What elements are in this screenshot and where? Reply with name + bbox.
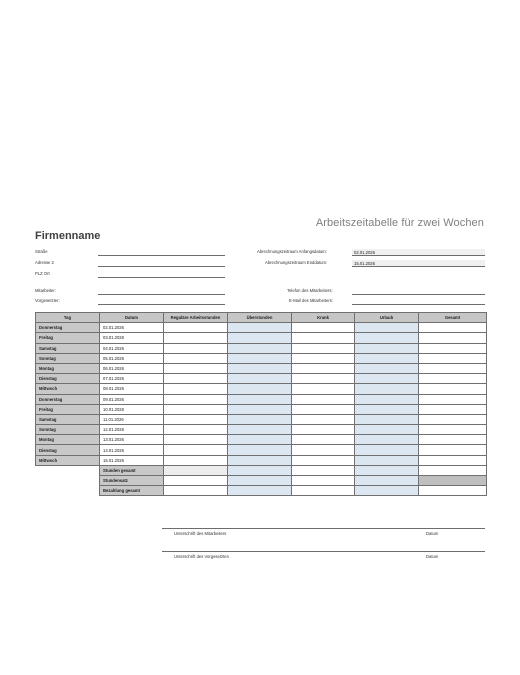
employee-field[interactable] <box>98 294 225 295</box>
hours-cell[interactable] <box>419 425 487 435</box>
hours-cell[interactable] <box>419 414 487 424</box>
summary-label: Bezahlung gesamt <box>100 486 164 496</box>
hours-cell[interactable] <box>228 435 292 445</box>
summary-row <box>36 465 487 475</box>
day-cell: Freitag <box>36 404 100 414</box>
table-row <box>36 455 487 465</box>
supervisor-signature-label: Unterschrift des Vorgesetzten <box>174 554 229 559</box>
hours-cell[interactable] <box>292 445 355 455</box>
day-cell: Dienstag <box>36 445 100 455</box>
document-title: Arbeitszeitabelle für zwei Wochen <box>315 217 484 229</box>
hours-cell[interactable] <box>355 455 419 465</box>
hours-cell[interactable] <box>164 323 228 333</box>
hours-cell[interactable] <box>355 363 419 373</box>
summary-value-cell[interactable] <box>228 486 292 496</box>
hours-cell[interactable] <box>419 323 487 333</box>
date-cell: 11.01.2026 <box>100 414 164 424</box>
hours-cell[interactable] <box>228 353 292 363</box>
hours-cell[interactable] <box>355 353 419 363</box>
zip-label: PLZ Ort <box>35 271 50 276</box>
company-name: Firmenname <box>35 230 101 242</box>
hours-cell[interactable] <box>419 353 487 363</box>
employee-date-label: Datum <box>426 531 439 536</box>
hours-cell[interactable] <box>228 394 292 404</box>
hours-cell[interactable] <box>292 343 355 353</box>
summary-value-cell[interactable] <box>419 486 487 496</box>
date-cell: 08.01.2026 <box>100 384 164 394</box>
table-row <box>36 404 487 414</box>
hours-cell[interactable] <box>228 414 292 424</box>
column-header: Krank <box>292 313 355 323</box>
date-cell: 10.01.2026 <box>100 404 164 414</box>
hours-cell[interactable] <box>292 353 355 363</box>
date-cell: 12.01.2026 <box>100 425 164 435</box>
date-cell: 07.01.2026 <box>100 374 164 384</box>
day-cell: Mittwoch <box>36 384 100 394</box>
day-cell: Dienstag <box>36 374 100 384</box>
employee-signature-label: Unterschrift des Mitarbeiters <box>174 531 227 536</box>
day-cell: Samstag <box>36 343 100 353</box>
hours-cell[interactable] <box>419 455 487 465</box>
column-header: Urlaub <box>355 313 419 323</box>
day-cell: Mittwoch <box>36 455 100 465</box>
hours-cell[interactable] <box>228 374 292 384</box>
hours-cell[interactable] <box>292 323 355 333</box>
hours-cell[interactable] <box>419 363 487 373</box>
hours-cell[interactable] <box>228 404 292 414</box>
hours-cell[interactable] <box>355 435 419 445</box>
table-row <box>36 394 487 404</box>
table-row <box>36 374 487 384</box>
hours-cell[interactable] <box>228 343 292 353</box>
summary-row <box>36 476 487 486</box>
hours-cell[interactable] <box>164 445 228 455</box>
employee-label: Mitarbeiter: <box>35 288 56 293</box>
hours-cell[interactable] <box>355 404 419 414</box>
timesheet-table <box>35 312 487 496</box>
summary-value-cell[interactable] <box>355 486 419 496</box>
hours-cell[interactable] <box>419 435 487 445</box>
date-cell: 03.01.2026 <box>100 333 164 343</box>
spacer-cell <box>36 476 100 486</box>
hours-cell[interactable] <box>292 374 355 384</box>
period-end-label: Abrechnungszeitraum Enddatum: <box>265 260 328 265</box>
column-header: Tag <box>36 313 100 323</box>
table-row <box>36 333 487 343</box>
date-cell: 02.01.2026 <box>100 323 164 333</box>
phone-field[interactable] <box>352 294 485 295</box>
hours-cell[interactable] <box>228 363 292 373</box>
hours-cell[interactable] <box>355 374 419 384</box>
column-header: Reguläre Arbeitsstunden <box>164 313 228 323</box>
table-row <box>36 414 487 424</box>
summary-value-cell[interactable] <box>419 465 487 475</box>
hours-cell[interactable] <box>228 384 292 394</box>
hours-cell[interactable] <box>419 445 487 455</box>
hours-cell[interactable] <box>228 455 292 465</box>
summary-value-cell[interactable] <box>292 486 355 496</box>
period-start-label: Abrechnungszeitraum Anfangsdatum: <box>257 249 327 254</box>
hours-cell[interactable] <box>355 414 419 424</box>
hours-cell[interactable] <box>419 404 487 414</box>
day-cell: Samstag <box>36 414 100 424</box>
hours-cell[interactable] <box>419 333 487 343</box>
summary-label: Stundensatz <box>100 476 164 486</box>
day-cell: Donnerstag <box>36 394 100 404</box>
summary-value-cell[interactable] <box>292 476 355 486</box>
hours-cell[interactable] <box>292 455 355 465</box>
employee-signature-line[interactable] <box>162 528 485 529</box>
hours-cell[interactable] <box>164 384 228 394</box>
day-cell: Donnerstag <box>36 323 100 333</box>
hours-cell[interactable] <box>164 333 228 343</box>
column-header: Datum <box>100 313 164 323</box>
table-row <box>36 363 487 373</box>
hours-cell[interactable] <box>228 323 292 333</box>
summary-value-cell[interactable] <box>292 465 355 475</box>
hours-cell[interactable] <box>164 353 228 363</box>
hours-cell[interactable] <box>164 374 228 384</box>
hours-cell[interactable] <box>164 414 228 424</box>
supervisor-date-label: Datum <box>426 554 439 559</box>
zip-field[interactable] <box>98 277 225 278</box>
hours-cell[interactable] <box>228 425 292 435</box>
hours-cell[interactable] <box>292 414 355 424</box>
summary-value-cell[interactable] <box>164 465 228 475</box>
hours-cell[interactable] <box>355 333 419 343</box>
hours-cell[interactable] <box>292 435 355 445</box>
hours-cell[interactable] <box>292 425 355 435</box>
day-cell: Sonntag <box>36 425 100 435</box>
summary-value-cell[interactable] <box>228 476 292 486</box>
supervisor-label: Vorgesetzter: <box>35 298 60 303</box>
day-cell: Montag <box>36 435 100 445</box>
table-row <box>36 353 487 363</box>
period-start-field[interactable]: 02.01.2026 <box>352 249 485 256</box>
spacer-cell <box>36 486 100 496</box>
date-cell: 09.01.2026 <box>100 394 164 404</box>
date-cell: 14.01.2026 <box>100 445 164 455</box>
hours-cell[interactable] <box>355 425 419 435</box>
hours-cell[interactable] <box>292 363 355 373</box>
summary-value-cell[interactable] <box>419 476 487 486</box>
hours-cell[interactable] <box>419 394 487 404</box>
hours-cell[interactable] <box>292 384 355 394</box>
table-row <box>36 435 487 445</box>
summary-value-cell[interactable] <box>355 465 419 475</box>
hours-cell[interactable] <box>419 384 487 394</box>
street-field[interactable] <box>98 255 225 256</box>
hours-cell[interactable] <box>292 333 355 343</box>
hours-cell[interactable] <box>164 343 228 353</box>
table-row <box>36 343 487 353</box>
table-row <box>36 445 487 455</box>
hours-cell[interactable] <box>228 333 292 343</box>
summary-value-cell[interactable] <box>228 465 292 475</box>
hours-cell[interactable] <box>355 445 419 455</box>
date-cell: 06.01.2026 <box>100 363 164 373</box>
street-label: Straße <box>35 249 48 254</box>
summary-value-cell[interactable] <box>355 476 419 486</box>
spacer-cell <box>36 465 100 475</box>
hours-cell[interactable] <box>355 323 419 333</box>
day-cell: Montag <box>36 363 100 373</box>
date-cell: 15.01.2026 <box>100 455 164 465</box>
supervisor-field[interactable] <box>98 304 225 305</box>
table-row <box>36 384 487 394</box>
email-label: E-Mail des Mitarbeiters: <box>289 298 333 303</box>
date-cell: 13.01.2026 <box>100 435 164 445</box>
address2-label: Adresse 2 <box>35 260 54 265</box>
email-field[interactable] <box>352 304 485 305</box>
date-cell: 05.01.2026 <box>100 353 164 363</box>
hours-cell[interactable] <box>355 394 419 404</box>
column-header: Überstunden <box>228 313 292 323</box>
summary-label: Stunden gesamt <box>100 465 164 475</box>
day-cell: Freitag <box>36 333 100 343</box>
hours-cell[interactable] <box>228 445 292 455</box>
table-header-row <box>36 313 487 323</box>
table-row <box>36 323 487 333</box>
supervisor-signature-line[interactable] <box>162 551 485 552</box>
hours-cell[interactable] <box>164 425 228 435</box>
hours-cell[interactable] <box>164 394 228 404</box>
hours-cell[interactable] <box>355 384 419 394</box>
day-cell: Sonntag <box>36 353 100 363</box>
table-row <box>36 425 487 435</box>
hours-cell[interactable] <box>355 343 419 353</box>
hours-cell[interactable] <box>164 455 228 465</box>
summary-value-cell[interactable] <box>164 476 228 486</box>
period-end-field[interactable]: 15.01.2026 <box>352 260 485 267</box>
hours-cell[interactable] <box>419 343 487 353</box>
summary-row <box>36 486 487 496</box>
hours-cell[interactable] <box>419 374 487 384</box>
hours-cell[interactable] <box>164 404 228 414</box>
column-header: Gesamt <box>419 313 487 323</box>
address2-field[interactable] <box>98 266 225 267</box>
hours-cell[interactable] <box>292 404 355 414</box>
hours-cell[interactable] <box>292 394 355 404</box>
phone-label: Telefon des Mitarbeiters: <box>287 288 333 293</box>
summary-value-cell[interactable] <box>164 486 228 496</box>
date-cell: 04.01.2026 <box>100 343 164 353</box>
hours-cell[interactable] <box>164 363 228 373</box>
hours-cell[interactable] <box>164 435 228 445</box>
